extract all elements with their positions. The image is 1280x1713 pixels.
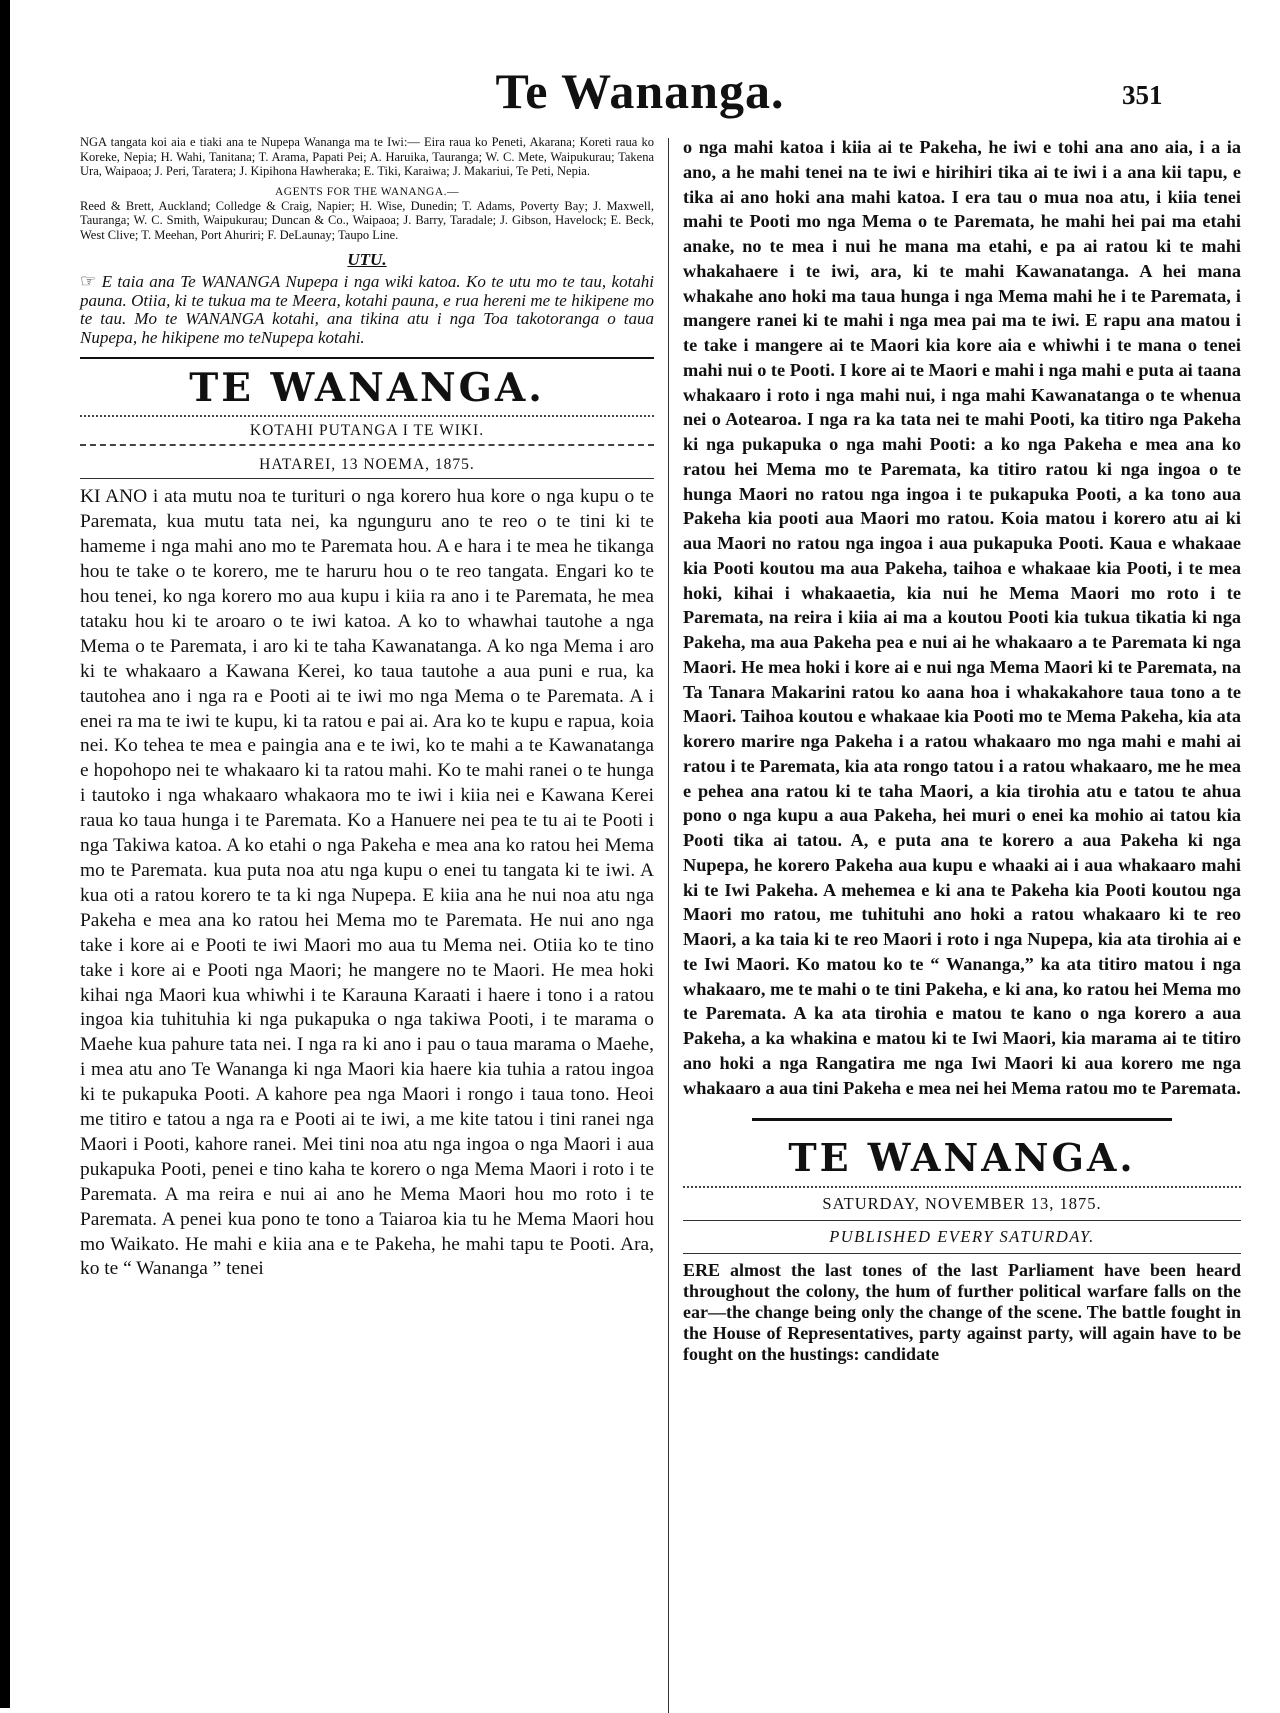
thin-rule-english [683, 1220, 1241, 1221]
maori-editorial-part2: o nga mahi katoa i kiia ai te Pakeha, he iwi e tohi ana ano aia, i a ia ano, a he mahi tenei na te iwi e hirihiri tika ai te iwi i a ana kii tapu, e tika ai ano hoki ana mahi katoa. I era tau o mua noa atu, i kiia tenei mahi te Pooti mo nga Mema o te Paremata, he mahi hei pai ma etahi anake, no te mea i nui he mana ma etahi, e pa ai ratou ki te mahi whakahaere i te iwi, ara, ki te mahi Kawanatanga. A hei mana whakahe ano hoki ma taua hunga i nga Mema mahi he i te Paremata, i mangere ranei ki te mahi i nga mea pai ma te iwi. E rapu ana matou i te take i mangere ai te Maori kia kore aia e whiwhi i te mana o tenei mahi nui o te Pooti. I kore ai te Maori e mahi i nga mahi e puta ai taana whakaaro i roto i nga mahi nui, i nga mahi Kawanatanga o te whenua nei o Aotearoa. I nga ra ka tata nei te mahi Pooti, ka titiro nga Pakeha ki nga pukapuka o nga mahi Pooti: a ko nga Pakeha e mea ana ko ratou hei Mema mo te Paremata, ka titiro ratou ki nga ingoa o te hunga Maori no ratou nga ingoa i te pukapuka Pooti, a ka tono aua Pakeha kia pooti aua Maori mo ratou. Koia matou i korero atu ai ki aua Maori no ratou nga ingoa i aua pukapuka Pooti. Kaua e whakaae kia Pooti koutou ma aua Pakeha, taihoa e whakaae kia Pooti, i te mea hoki, kihai i whakaaetia, kia nui he Mema Maori mo roto i te Paremata, na reira i kiia ai ma a koutou Pooti kia tukua tikatia ki nga Pakeha, ma aua Pakeha pea e nui ai he whakaaro a te Paremata ki nga Maori. He mea hoki i kore ai e nui nga Mema Maori ki te Paremata, na Ta Tanara Makarini ratou ko aana hoa i whakakahore taua tono a te Maori. Taihoa koutou e whakaae kia Pooti mo te Mema Pakeha, kia ata korero marire nga Pakeha i a ratou whakaaro mo nga mahi e mahi ai ratou i te Paremata, kia ata rongo tatou i a ratou whakaaro, me he mea e pehea ana ratou ki te taha Maori, a kia tirohia atu e tatou te ahua pono o nga kupu a aua Pakeha, hei muri o enei ka mohio ai tatou kia Pooti tika ai tatou. A, e puta ana te korero a aua Pakeha ki nga Nupepa, he korero Pakeha aua kupu e whaaki ai i aua whakaaro mahi ki te Iwi Pakeha. A mehemea e ki ana te Pakeha kia Pooti koutou nga Maori mo ratou, me tuhituhi ano hoki a ratou whakaaro ki te reo Maori, a ka taia ki te reo Maori i roto i nga Nupepa, kia ata tirohia ai e te Iwi Maori. Ko matou ko te “ Wananga,” ka ata titiro matou i nga whakaaro, me te mahi o te tini Pakeha, e ki ana, ko ratou hei Mema mo te Paremata. A ka ata tirohia e matou te kano o nga korero a aua Pakeha, a ka whakina e matou ki te Iwi Maori, kia marama ai te titiro ano hoki a nga Rangatira me nga Iwi Maori ki aua korero me nga whakaaro a aua tini Pakeha e mea nei hei Mema ratou mo te Paremata. [683, 137, 1241, 1098]
page-number: 351 [1122, 80, 1163, 110]
page-edge-bar [0, 0, 10, 1708]
agents-heading: AGENTS FOR THE WANANGA.— [274, 185, 460, 198]
ornament-rule [80, 444, 654, 451]
section-rule-english [752, 1118, 1172, 1121]
english-editorial [683, 1260, 1241, 1365]
utu-text: E taia ana Te WANANGA Nupepa i nga wiki katoa. Ko te utu mo te tau, kotahi pauna. Otiia, ki te tukua ma te Meera, kotahi pauna, e rua hereni me te hikipene mo te tau. Mo te WANANGA kotahi, ana tikina atu i nga Toa takotoranga o taua Nupepa, he hikipene mo teNupepa kotahi. [80, 272, 655, 347]
pointing-hand-icon: ☞ [80, 271, 97, 291]
thin-rule-english-2 [683, 1253, 1241, 1254]
dotted-rule [80, 415, 654, 417]
right-column [683, 135, 1241, 1365]
section-rule [80, 357, 654, 359]
article-lead: KI ANO [80, 486, 148, 508]
thin-rule [80, 478, 654, 479]
english-article-lead: ERE [683, 1260, 721, 1281]
issue-date-english: SATURDAY, NOVEMBER 13, 1875. [822, 1194, 1102, 1214]
column-divider [668, 138, 669, 1713]
masthead-english: TE WANANGA. [788, 1135, 1136, 1181]
left-column [80, 135, 654, 1282]
utu-notice [80, 272, 654, 347]
english-article-text: almost the last tones of the last Parliament have been heard throughout the colony, the hum of further political warfare falls on the ear—the change being only the change of the scene. The battle fought in the House of Representatives, party against party, will again have to be fought on the hustings: candidate [683, 1260, 1241, 1365]
frequency-line: KOTAHI PUTANGA I TE WIKI. [249, 422, 485, 440]
utu-heading: UTU. [347, 250, 387, 269]
distributors-notice: NGA tangata koi aia e tiaki ana te Nupepa Wananga ma te Iwi:— Eira raua ko Peneti, Akarana; Koreti raua ko Koreke, Nepia; H. Wahi, Tanitana; T. Arama, Papati Pei; A. Haruika, Tauranga; W. C. Mete, Waipukurau; Takena Ura, Waipaoa; J. Peri, Taratera; J. Kipihona Hawheraka; E. Tiki, Karaiwa; J. Makariui, Te Peti, Nepia. [80, 135, 654, 178]
publication-frequency-english: PUBLISHED EVERY SATURDAY. [829, 1227, 1095, 1247]
masthead-maori: TE WANANGA. [189, 365, 545, 412]
maori-editorial-part1 [80, 485, 654, 1282]
article-text: i ata mutu noa te turituri o nga korero hua kore o nga kupu o te Paremata, kua mutu tata nei, ka ngunguru ano te reo o te tini ki te hameme i nga mahi ano mo te Paremata hou. A e hara i te mea he tikanga hou te take o te korero, me te haruru hou o te reo tangata. Engari ko te hou tenei, ko nga korero mo aua kupu i kiia ra ano i te Paremata, he mea tataku hou ki te aroaro o te iwi katoa. A ko to whawhai tautohe a nga Mema o te Paremata, i aro ki te taha Kawanatanga. A ko nga Mema i aro ki te whakaaro a Kawana Kerei, ko taua tautohe a aua puni e rua, ka tautohea ano i nga ra e Pooti ai te iwi mo nga Mema o te Paremata. A i enei ra ma te iwi te kupu, ki ta ratou e pai ai. Ara ko te kupu e rapua, koia nei. Ko tehea te mea e paingia ana e te iwi, ko te mahi a te Kawanatanga e hopohopo nei te whakaaro ki ta ratou mahi. Ko te mahi ranei o te hunga i tautoko i nga whakaaro whakaora mo te iwi i kiia nei e Kawana Kerei raua ko taua hunga i te Paremata. Ko a Hanuere nei pea te tu ai te Pooti i nga Takiwa katoa. A ko etahi o nga Pakeha e mea ana ko ratou hei Mema mo te Paremata. kua puta noa atu nga kupu o enei tu tangata ki te iwi. A kua oti a ratou korero te ta ki nga Nupepa. E kiia ana he nui noa atu nga Pakeha e mea ana ko ratou hei Mema mo te Paremata. He nui ano nga take i kore ai e Pooti te iwi Maori mo aua tu Mema nei. Otiia ko te tino take i kore ai e Pooti nga Maori; he mangere no te Maori. He mea hoki kihai nga Maori kua whiwhi i te Karauna Karaati i haere i tono i a ratou ingoa kia tuhituhia ki nga pukapuka o nga takiwa Pooti, i te marama o Maehe kua pahure tata nei. I nga ra ki ano i pau o taua marama o Maehe, i mea atu ano Te Wananga ki nga Maori kia haere kia tuhia a ratou ingoa ki te pukapuka Pooti. A kahore pea nga Maori i rongo i taua tono. Heoi me titiro e tatou a nga ra e Pooti ai te iwi, a me kite tatou i tini ranei nga Maori i Pooti, kahore ranei. Mei tini noa atu nga ingoa o nga Maori i aua pukapuka Pooti, penei e tino kaha te korero o nga Mema Maori i roto i te Paremata. A ma reira e nui ai ano he Mema Maori hou mo roto i te Paremata. A penei kua pono te tono a Taiaroa kia tu he Mema Maori hou mo Waikato. He mahi e kiia ana e te Pakeha, he mahi tapu te Pooti. Ara, ko te “ Wananga ” tenei [80, 486, 655, 1280]
page-title: Te Wananga. [495, 63, 785, 119]
issue-date: HATAREI, 13 NOEMA, 1875. [259, 456, 475, 474]
agents-list: Reed & Brett, Auckland; Colledge & Craig, Napier; H. Wise, Dunedin; T. Adams, Poverty Bay; J. Maxwell, Tauranga; W. C. Smith, Waipukurau; Duncan & Co., Waipaoa; J. Barry, Taradale; J. Gibson, Havelock; E. Beck, West Clive; T. Meehan, Port Ahuriri; F. DeLaunay; Taupo Line. [80, 198, 654, 242]
dotted-rule-english [683, 1186, 1241, 1188]
